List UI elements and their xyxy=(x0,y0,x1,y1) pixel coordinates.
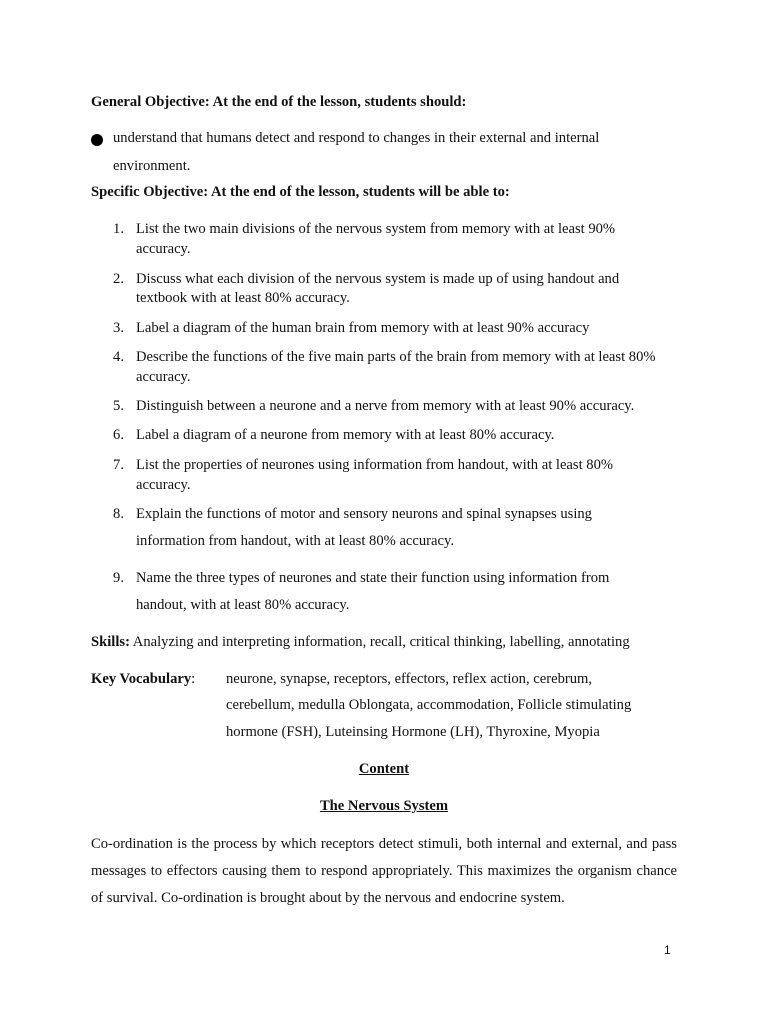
content-heading: Content xyxy=(358,761,410,777)
item-text-line-1: Describe the functions of the five main parts of the brain from memory with at least 80% xyxy=(136,349,656,365)
section-title-wrap xyxy=(0,798,768,815)
item-number: 8. xyxy=(113,506,124,522)
vocab-line-1: neurone, synapse, receptors, effectors, reflex action, cerebrum, xyxy=(226,671,593,687)
general-objective-heading: General Objective: At the end of the lesson, students should: xyxy=(91,94,467,110)
item-text-line-2: accuracy. xyxy=(136,477,191,493)
page-number: 1 xyxy=(664,943,671,957)
body-paragraph: Co-ordination is the process by which receptors detect stimuli, both internal and external, and pass messages to effectors causing them to respond appropriately. This maximizes the organism chance of survival. Co-ordination is brought about by the nervous and endocrine system. xyxy=(91,836,677,906)
item-text-line-2: textbook with at least 80% accuracy. xyxy=(136,290,350,306)
section-title: The Nervous System xyxy=(319,798,449,814)
vocab-line-3: hormone (FSH), Luteinsing Hormone (LH), Thyroxine, Myopia xyxy=(226,724,600,740)
vocab-label: Key Vocabulary xyxy=(91,671,192,687)
skills-label: Skills: xyxy=(91,634,130,650)
item-text-line-1: Explain the functions of motor and sensory neurons and spinal synapses using xyxy=(136,506,592,522)
vocab-line-2: cerebellum, medulla Oblongata, accommodation, Follicle stimulating xyxy=(226,697,632,713)
skills-text: Analyzing and interpreting information, recall, critical thinking, labelling, annotating xyxy=(132,634,630,650)
item-text-line-2: information from handout, with at least 80% accuracy. xyxy=(136,533,454,549)
item-text-line-1: Discuss what each division of the nervous system is made up of using handout and xyxy=(136,271,620,287)
specific-objective-heading: Specific Objective: At the end of the lesson, students will be able to: xyxy=(91,184,510,200)
item-text-line-2: accuracy. xyxy=(136,369,191,385)
item-text-line-2: accuracy. xyxy=(136,241,191,257)
item-number: 4. xyxy=(113,349,124,365)
item-number: 2. xyxy=(113,271,124,287)
item-text-line-2: handout, with at least 80% accuracy. xyxy=(136,597,350,613)
vocab-colon: : xyxy=(191,671,196,687)
skills-line xyxy=(91,634,630,651)
content-heading-wrap xyxy=(0,761,768,778)
item-number: 6. xyxy=(113,427,124,443)
item-number: 7. xyxy=(113,457,124,473)
bullet-icon xyxy=(91,134,103,146)
vocab-label-line xyxy=(91,671,195,688)
item-text-line-1: List the properties of neurones using information from handout, with at least 80% xyxy=(136,457,614,473)
item-text-line-1: Name the three types of neurones and state their function using information from xyxy=(136,570,610,586)
item-text-line-1: Label a diagram of a neurone from memory with at least 80% accuracy. xyxy=(136,427,555,443)
item-number: 1. xyxy=(113,221,124,237)
general-objective-line-2: environment. xyxy=(113,158,191,174)
item-number: 3. xyxy=(113,320,124,336)
item-number: 5. xyxy=(113,398,124,414)
general-objective-line-1: understand that humans detect and respond to changes in their external and internal xyxy=(113,130,600,146)
item-text-line-1: List the two main divisions of the nervous system from memory with at least 90% xyxy=(136,221,616,237)
item-text-line-1: Label a diagram of the human brain from memory with at least 90% accuracy xyxy=(136,320,590,336)
item-number: 9. xyxy=(113,570,124,586)
item-text-line-1: Distinguish between a neurone and a nerve from memory with at least 90% accuracy. xyxy=(136,398,635,414)
